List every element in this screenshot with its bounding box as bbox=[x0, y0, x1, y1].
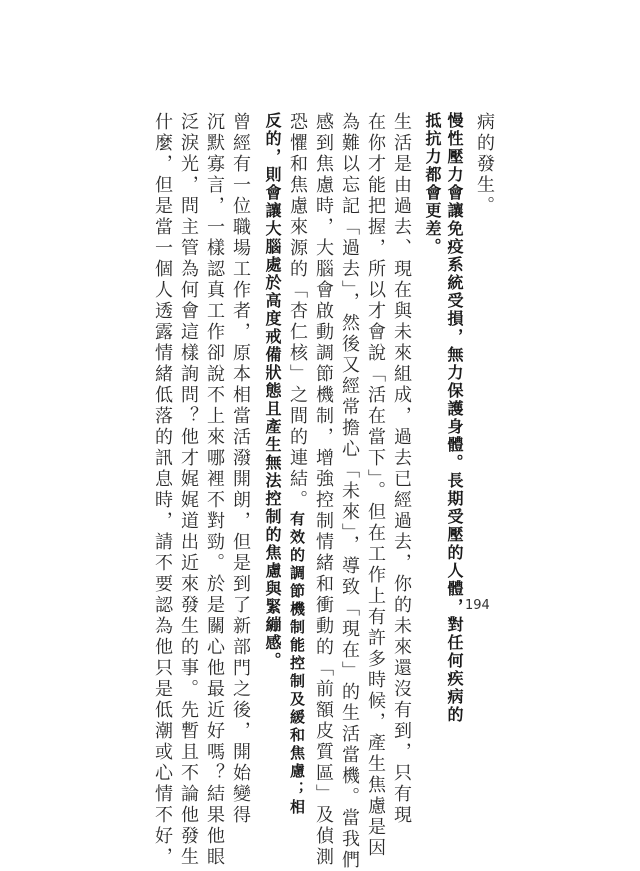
text-column-9-bold: 反的，則會讓大腦處於高度戒備狀態且產生無法控制的焦慮與緊繃感。 bbox=[263, 112, 282, 670]
page-number: 194 bbox=[465, 598, 490, 613]
text-column-4: 生活是由過去、現在與未來組成，過去已經過去，你的未來還沒有到，只有現 bbox=[391, 112, 412, 826]
text-column-3-bold: 抵抗力都會更差。 bbox=[423, 112, 442, 256]
text-column-6: 為難以忘記「過去」，然後又經常擔心「未來」，導致「現在」的生活當機。當我們 bbox=[339, 112, 360, 871]
text-column-1: 病的發生。 bbox=[474, 112, 495, 217]
text-column-11: 沉默寡言，一樣認真工作卻說不上來哪裡不對勁。於是關心他最近好嗎？結果他眼 bbox=[204, 112, 225, 868]
text-column-7: 感到焦慮時，大腦會啟動調節機制，增強控制情緒和衝動的「前額皮質區」及偵測 bbox=[313, 112, 334, 868]
text-column-13: 什麼，但是當一個人透露情緒低落的訊息時，請不要認為他只是低潮或心情不好， bbox=[152, 112, 173, 868]
text-column-12: 泛淚光，問主管為何會這樣詢問？他才娓娓道出近來發生的事。先暫且不論他發生 bbox=[178, 112, 199, 868]
text-column-5: 在你才能把握，所以才會說「活在當下」。但在工作上有許多時候，產生焦慮是因 bbox=[365, 112, 386, 859]
text-column-8 bbox=[288, 112, 306, 817]
text-column-8-regular: 恐懼和焦慮來源的「杏仁核」之間的連結。 bbox=[287, 112, 308, 511]
text-column-8-bold: 有效的調節機制能控制及緩和焦慮；相 bbox=[288, 511, 306, 817]
text-column-10: 曾經有一位職場工作者，原本相當活潑開朗，但是到了新部門之後，開始變得 bbox=[230, 112, 251, 826]
text-column-2-bold: 慢性壓力會讓免疫系統受損，無力保護身體。長期受壓的人體，對任何疾病的 bbox=[445, 112, 464, 724]
